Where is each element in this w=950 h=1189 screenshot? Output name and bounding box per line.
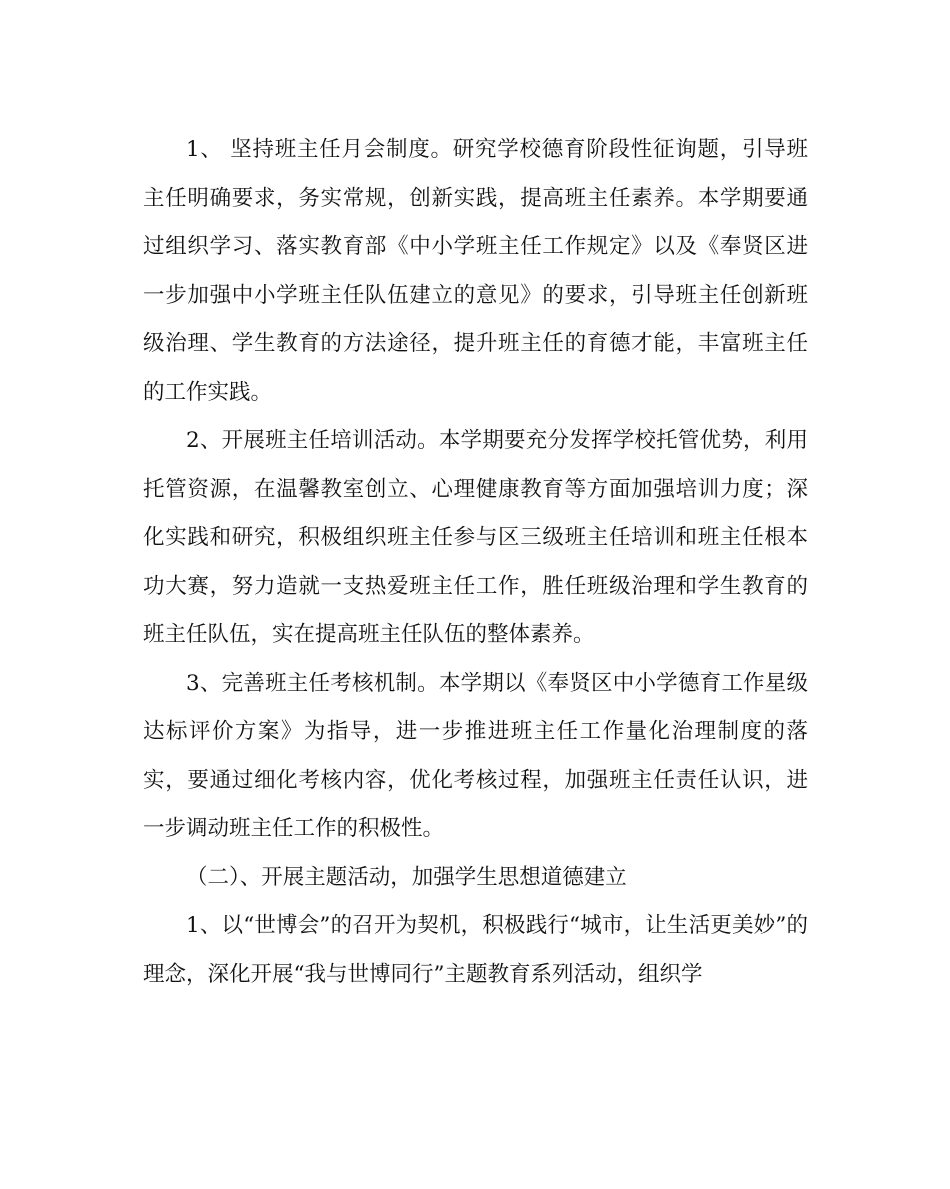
paragraph-expo-activity: 1、以“世博会”的召开为契机，积极践行“城市，让生活更美妙”的理念，深化开展“我与世博同行”主题教育系列活动，组织学 [143,913,808,987]
document-body [143,126,808,999]
paragraph-teacher-training: 2、开展班主任培训活动。本学期要充分发挥学校托管优势，利用托管资源，在温馨教室创立、心理健康教育等方面加强培训力度；深化实践和研究，积极组织班主任参与区三级班主任培训和班主任根本功大赛，努力造就一支热爱班主任工作，胜任班级治理和学生教育的班主任队伍，实在提高班主任队伍的整体素养。 [143,428,808,647]
paragraph-class-teacher-meeting: 1、 坚持班主任月会制度。研究学校德育阶段性征询题，引导班主任明确要求，务实常规，创新实践，提高班主任素养。本学期要通过组织学习、落实教育部《中小学班主任工作规定》以及《奉贤区进一步加强中小学班主任队伍建立的意见》的要求，引导班主任创新班级治理、学生教育的方法途径，提升班主任的育德才能，丰富班主任的工作实践。 [143,137,808,405]
section-heading-theme-activities: （二）、开展主题活动，加强学生思想道德建立 [186,864,627,890]
paragraph-assessment-mechanism: 3、完善班主任考核机制。本学期以《奉贤区中小学德育工作星级达标评价方案》为指导，进一步推进班主任工作量化治理制度的落实，要通过细化考核内容，优化考核过程，加强班主任责任认识，进一步调动班主任工作的积极性。 [143,670,808,841]
